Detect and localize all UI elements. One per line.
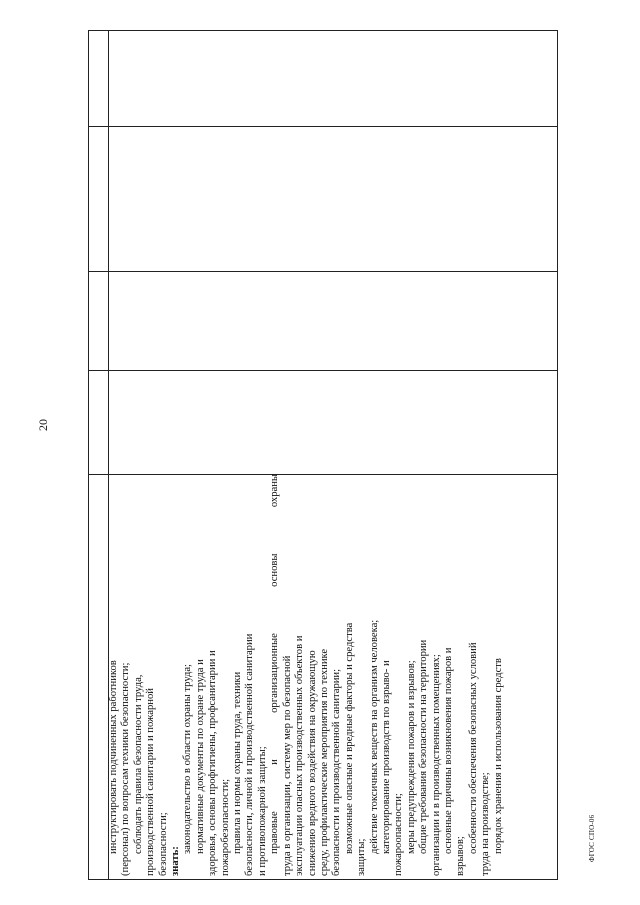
footer-code: ФГОС СПО-06	[588, 814, 596, 862]
cell-line: и противопожарной защиты;	[256, 746, 268, 876]
cell-line: защиты;	[356, 838, 368, 876]
cell-line: организации и в производственных помещениях;	[430, 654, 442, 876]
cell-line: пожароопасности;	[393, 793, 405, 876]
cell-line: эксплуатации опасных производственных объектов и	[294, 635, 306, 876]
cell-line: взрывов;	[455, 836, 467, 876]
cell-line: безопасности;	[157, 812, 169, 876]
cell-line: безопасности, личной и производственной санитарии	[244, 633, 256, 876]
cell-line: снижению вредного воздействия на окружающую	[306, 650, 318, 876]
cell-line: правила и нормы охраны труда, техники	[232, 671, 244, 854]
cell-line: здоровья, основы профгигиены, профсанитарии и	[207, 650, 219, 876]
cell-line: основные причины возникновения пожаров и	[442, 647, 454, 854]
cell-line: инструктировать подчиненных работников	[108, 660, 119, 854]
cell-line: категорирование производств по взрыво- и	[380, 660, 392, 854]
table-cell-competencies	[108, 474, 556, 880]
cell-line: действие токсичных веществ на организм человека;	[368, 619, 380, 854]
table-row-divider	[88, 126, 558, 127]
cell-line: среду, профилактические мероприятия по технике	[318, 648, 330, 876]
cell-line: (персонал) по вопросам техники безопасности;	[120, 662, 132, 876]
cell-line: правовые и организационные основы охраны	[269, 474, 281, 854]
cell-line: безопасности и производственной санитарии;	[331, 668, 343, 876]
cell-line: порядок хранения и использования средств	[492, 658, 504, 854]
cell-line: пожаробезопасности;	[219, 778, 231, 876]
cell-line: знать:	[170, 846, 182, 876]
cell-line: возможные опасные и вредные факторы и средства	[343, 622, 355, 854]
page-number: 20	[36, 419, 50, 431]
cell-line: труда на производстве;	[480, 772, 492, 876]
table-row-divider	[88, 271, 558, 272]
cell-line: нормативные документы по охране труда и	[194, 659, 206, 854]
cell-line: общие требования безопасности на территории	[418, 639, 430, 854]
cell-line: меры предупреждения пожаров и взрывов;	[405, 660, 417, 854]
cell-line: производственной санитарии и пожарной	[145, 688, 157, 876]
cell-line: труда в организации, систему мер по безопасной	[281, 655, 293, 876]
table-row-divider	[88, 370, 558, 371]
cell-line: законодательство в области охраны труда;	[182, 664, 194, 854]
cell-line: особенности обеспечения безопасных условий	[467, 642, 479, 854]
cell-line: соблюдать правила безопасности труда,	[132, 674, 144, 854]
